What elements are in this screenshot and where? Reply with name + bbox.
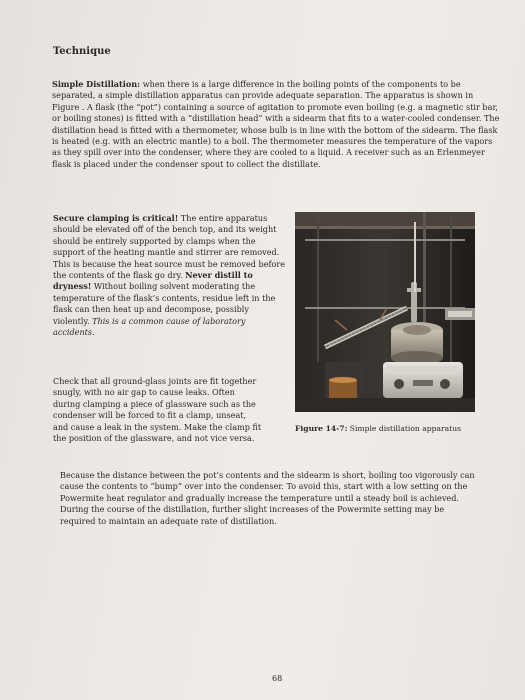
intro-text: when there is a large difference in the boiling points of the components to be separated, a simple distillation apparatus can provide adequate separation. The apparatus is shown in Figure . A flask (the “pot”) containing a source of agitation to promote even boiling (e.g. a magnetic stir bar, or boiling stones) is fitted with a “distillation head” with a sidearm that fits to a water-cooled condenser. The distillation head is fitted with a thermometer, whose bulb is in line with the bottom of the sidearm. The flask is heated (e.g. with an electric mantle) to a boil. The thermometer measures the temperature of the vapors as they spill over into the condenser, where they are cooled to a liquid. A receiver such as an Erlenmeyer flask is placed under the condenser spout to collect the distillate. xyxy=(52,79,500,169)
intro-lead: Simple Distillation: xyxy=(52,79,141,89)
intro-paragraph xyxy=(52,79,502,170)
dryness-text: Without boiling solvent moderating the temperature of the flask’s contents, residue left in the flask can then heat up and decompose, possibly violently. xyxy=(53,281,276,326)
clamping-text: The entire apparatus should be elevated off of the bench top, and its weight should be entirely supported by clamps when the support of the heating mantle and stirrer are removed. This is because the heat source must be removed before the contents of the flask go dry. xyxy=(53,213,286,281)
figure-caption-text: Simple distillation apparatus xyxy=(347,424,462,433)
bumping-paragraph: Because the distance between the pot’s contents and the sidearm is short, boiling too vigorously can cause the contents to “bump” over into the condenser. To avoid this, start with a low setting on the Powermite heat regulator and gradually increase the temperature until a steady boil is achieved. During the course of the distillation, further slight increases of the Powermite setting may be required to maintain an adequate rate of distillation. xyxy=(60,470,475,526)
dryness-warning: Never distill to dryness! xyxy=(53,270,253,292)
section-heading: Technique xyxy=(53,46,111,57)
joints-paragraph: Check that all ground-glass joints are fit together snugly, with no air gap to cause leaks. Often during clamping a piece of glassware such as the condenser will be forced to fit a clamp, unseat, and cause a leak in the system. Make the clamp fit the position of the glassware, and not vice versa. xyxy=(53,376,262,444)
figure-label: Figure 14-7: xyxy=(295,424,348,433)
distillation-photo xyxy=(295,212,475,412)
clamping-paragraph xyxy=(53,213,288,338)
page-number: 68 xyxy=(272,674,283,683)
accident-emphasis: This is a common cause of laboratory accidents. xyxy=(53,315,246,338)
distillation-apparatus-image xyxy=(295,212,475,412)
clamping-lead: Secure clamping is critical! xyxy=(53,213,179,223)
figure-caption xyxy=(295,424,485,433)
